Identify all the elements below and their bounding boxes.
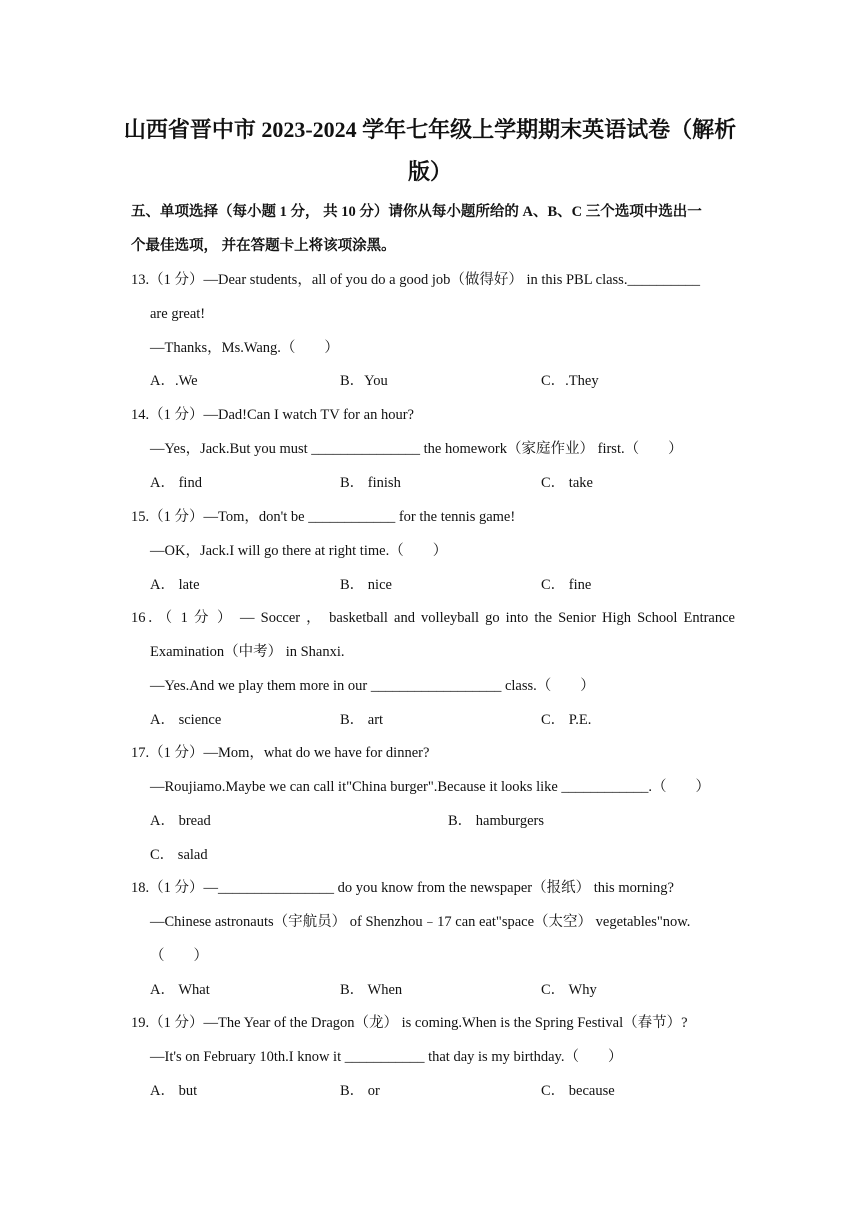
question-18-option-b[interactable]: B． When <box>340 982 403 998</box>
question-19-option-c[interactable]: C． because <box>541 1083 615 1099</box>
question-16-stem: 16．（ 1 分 ） — Soccer ， basketball and volleyball go into the Senior High School Entrance <box>131 610 735 626</box>
question-16-option-c[interactable]: C． P.E. <box>541 712 592 728</box>
question-19-option-b[interactable]: B． or <box>340 1083 380 1099</box>
question-16-option-a[interactable]: A． science <box>150 712 222 728</box>
question-14-option-a[interactable]: A． find <box>150 475 202 491</box>
question-18-option-a[interactable]: A． What <box>150 982 210 998</box>
question-17-stem: 17.（1 分）—Mom，what do we have for dinner? <box>131 745 430 761</box>
question-19-reply: —It's on February 10th.I know it ___________ that day is my birthday.（ ） <box>150 1049 623 1065</box>
question-18-reply: —Chinese astronauts（宇航员） of Shenzhou﹣17 can eat"space（太空） vegetables"now. <box>150 914 691 930</box>
question-13-reply: —Thanks，Ms.Wang.（ ） <box>150 340 339 356</box>
question-15-reply: —OK，Jack.I will go there at right time.（ ） <box>150 543 448 559</box>
question-19-stem: 19.（1 分）—The Year of the Dragon（龙） is coming.When is the Spring Festival（春节）? <box>131 1015 688 1031</box>
question-14-reply: —Yes，Jack.But you must _______________ the homework（家庭作业） first.（ ） <box>150 441 683 457</box>
question-16-stem-continued: Examination（中考） in Shanxi. <box>150 644 345 660</box>
question-18-stem: 18.（1 分）—________________ do you know from the newspaper（报纸） this morning? <box>131 880 674 896</box>
question-15-option-c[interactable]: C． fine <box>541 577 592 593</box>
section-heading-continued: 个最佳选项， 并在答题卡上将该项涂黑。 <box>131 238 396 254</box>
question-16-option-b[interactable]: B． art <box>340 712 384 728</box>
question-14-option-c[interactable]: C． take <box>541 475 593 491</box>
question-13-option-c[interactable]: C．.They <box>541 373 599 389</box>
question-15-option-a[interactable]: A． late <box>150 577 200 593</box>
question-18-answer-bracket: （ ） <box>150 948 208 964</box>
question-19-option-a[interactable]: A． but <box>150 1083 198 1099</box>
question-16-reply: —Yes.And we play them more in our __________________ class.（ ） <box>150 678 595 694</box>
question-17-reply: —Roujiamo.Maybe we can call it"China burger".Because it looks like ____________.（ ） <box>150 779 711 795</box>
question-13-option-b[interactable]: B．You <box>340 373 388 389</box>
question-13-stem-continued: are great! <box>150 306 206 322</box>
question-14-stem: 14.（1 分）—Dad!Can I watch TV for an hour? <box>131 407 414 423</box>
question-14-option-b[interactable]: B． finish <box>340 475 401 491</box>
question-13-stem <box>131 270 733 290</box>
question-17-option-c[interactable]: C． salad <box>150 847 208 863</box>
question-15-option-b[interactable]: B． nice <box>340 577 392 593</box>
question-15-stem: 15.（1 分）—Tom，don't be ____________ for the tennis game! <box>131 509 516 525</box>
page-title-continued: 版） <box>407 159 452 184</box>
question-13-option-a[interactable]: A．.We <box>150 373 198 389</box>
question-text: 13.（1 分）—Dear students，all of you do a good job（做得好） in this PBL class.__________ <box>131 272 700 288</box>
question-17-option-a[interactable]: A． bread <box>150 813 211 829</box>
page-title: 山西省晋中市 2023-2024 学年七年级上学期期末英语试卷（解析 <box>123 117 737 142</box>
question-17-option-b[interactable]: B． hamburgers <box>448 813 544 829</box>
question-18-option-c[interactable]: C． Why <box>541 982 597 998</box>
section-heading: 五、单项选择（每小题 1 分， 共 10 分）请你从每小题所给的 A、B、C 三个选项中选出一 <box>131 204 702 220</box>
